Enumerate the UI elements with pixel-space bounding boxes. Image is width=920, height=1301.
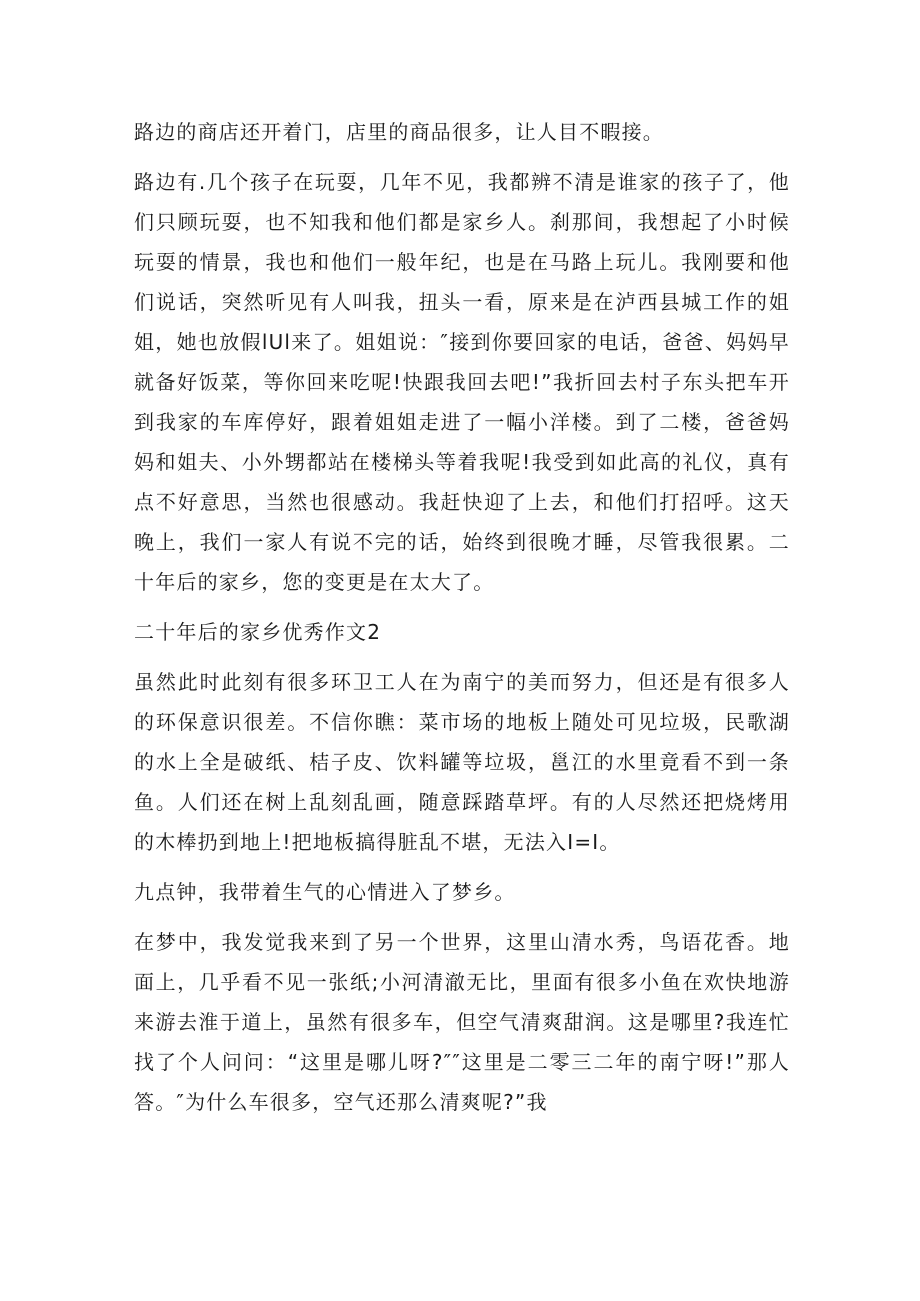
section-heading: 二十年后的家乡优秀作文2 xyxy=(134,620,382,644)
paragraph: 路边有.几个孩子在玩耍，几年不见，我都辨不清是谁家的孩子了，他们只顾玩耍，也不知我和他们都是家乡人。刹那间，我想起了小时候玩耍的情景，我也和他们一般年纪，也是在马路上玩儿。我刚要和他们说话，突然听见有人叫我，扭头一看，原来是在泸西县城工作的姐姐，她也放假lUl来了。姐姐说：″接到你要回家的电话，爸爸、妈妈早就备好饭菜，等你回来吃呢!快跟我回去吧!”我折回去村子东头把车开到我家的车库停好，跟着姐姐走进了一幅小洋楼。到了二楼，爸爸妈妈和姐夫、小外甥都站在楼梯头等着我呢!我受到如此高的礼仪，真有点不好意思，当然也很感动。我赶快迎了上去，和他们打招呼。这天晚上，我们一家人有说不完的话，始终到很晚才睡，尽管我很累。二十年后的家乡，您的变更是在太大了。 xyxy=(134,170,790,594)
document-body xyxy=(134,112,790,1132)
paragraph: 路边的商店还开着门，店里的商品很多，让人目不暇接。 xyxy=(134,120,664,144)
paragraph: 虽然此时此刻有很多环卫工人在为南宁的美而努力，但还是有很多人的环保意识很差。不信你瞧：菜市场的地板上随处可见垃圾，民歌湖的水上全是破纸、桔子皮、饮料罐等垃圾，邕江的水里竟看不到一条鱼。人们还在树上乱刻乱画，随意踩踏草坪。有的人尽然还把烧烤用的木棒扔到地上!把地板搞得脏乱不堪，无法入I=I。 xyxy=(134,670,790,854)
paragraph: 九点钟，我带着生气的心情进入了梦乡。 xyxy=(134,880,516,904)
paragraph: 在梦中，我发觉我来到了另一个世界，这里山清水秀，鸟语花香。地面上，几乎看不见一张纸;小河清澈无比，里面有很多小鱼在欢快地游来游去淮于道上，虽然有很多车，但空气清爽甜润。这是哪里?我连忙找了个人问问：“这里是哪儿呀?″″这里是二零三二年的南宁呀!”那人答。″为什么车很多，空气还那么清爽呢?”我 xyxy=(134,930,790,1114)
